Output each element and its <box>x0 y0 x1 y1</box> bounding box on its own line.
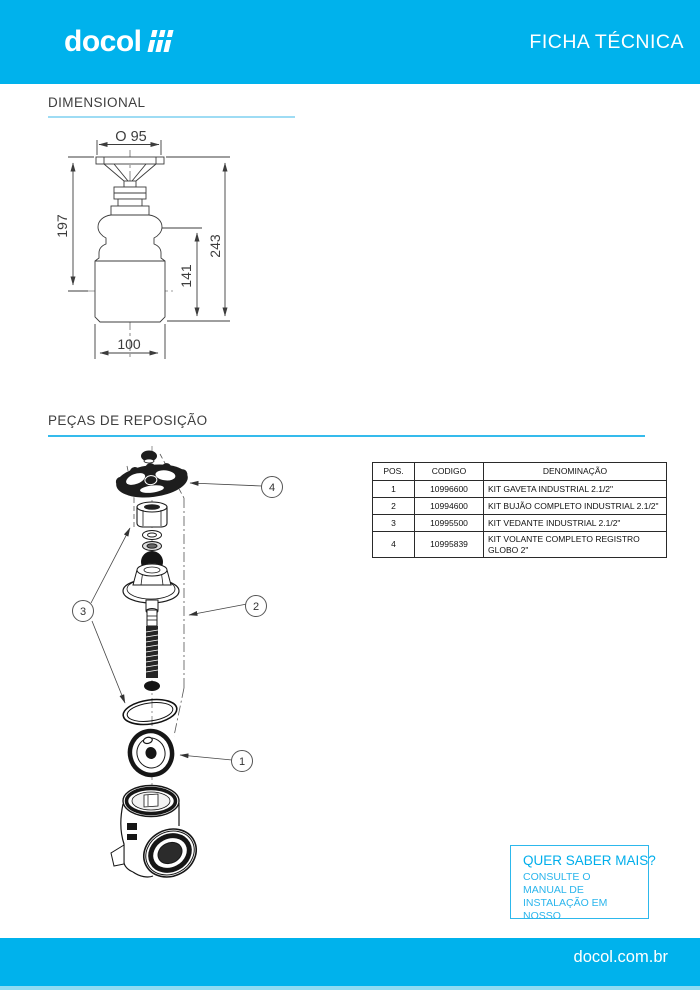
part-oring <box>122 696 179 727</box>
svg-text:2: 2 <box>252 601 260 613</box>
col-header-pos: POS. <box>373 463 415 481</box>
callout-3 <box>73 601 94 622</box>
cell-denominacao: KIT BUJÃO COMPLETO INDUSTRIAL 2.1/2" <box>484 498 667 515</box>
table-header-row <box>373 463 667 481</box>
callout-4 <box>262 477 283 498</box>
part-handwheel <box>114 459 190 502</box>
dimensional-drawing <box>40 120 240 365</box>
dim-label-197: 197 <box>54 214 70 238</box>
info-box-line: MANUAL DE <box>523 884 584 897</box>
cell-codigo: 10996600 <box>415 481 484 498</box>
svg-text:1: 1 <box>238 756 246 768</box>
footer-website-link[interactable]: docol.com.br <box>573 948 668 966</box>
svg-text:4: 4 <box>268 482 276 494</box>
part-gate-disc <box>125 727 176 780</box>
table-row <box>373 515 667 532</box>
cell-denominacao: KIT VOLANTE COMPLETO REGISTRO GLOBO 2" <box>484 532 667 558</box>
callout-1 <box>232 751 253 772</box>
cell-codigo: 10995500 <box>415 515 484 532</box>
section-rule <box>48 116 295 118</box>
svg-text:3: 3 <box>79 606 87 618</box>
logo-text: docol <box>64 25 142 58</box>
footer-accent-strip <box>0 986 700 990</box>
cell-pos: 4 <box>373 532 415 558</box>
cell-denominacao: KIT VEDANTE INDUSTRIAL 2.1/2" <box>484 515 667 532</box>
more-info-box <box>510 845 656 923</box>
info-box-line: INSTALAÇÃO EM <box>523 897 608 910</box>
section-title-spare-parts: PEÇAS DE REPOSIÇÃO <box>48 413 208 428</box>
col-header-denominacao: DENOMINAÇÃO <box>484 463 667 481</box>
table-row <box>373 498 667 515</box>
section-rule <box>48 435 645 437</box>
dim-label-100: 100 <box>117 336 141 352</box>
part-valve-body <box>111 786 205 886</box>
document-type-title: FICHA TÉCNICA <box>529 30 684 53</box>
part-packing-nut <box>137 502 167 527</box>
table-row <box>373 532 667 558</box>
part-bonnet <box>123 564 179 614</box>
logo-mark-icon <box>147 30 171 52</box>
dim-label-243: 243 <box>207 234 223 258</box>
part-cap-nut <box>141 451 157 464</box>
part-stem <box>144 610 160 691</box>
info-box-title: QUER SABER MAIS? <box>523 853 656 868</box>
cell-pos: 2 <box>373 498 415 515</box>
section-title-dimensional: DIMENSIONAL <box>48 95 146 110</box>
exploded-view-drawing <box>55 440 295 920</box>
header-bar <box>0 0 700 84</box>
info-box-line: NOSSO <box>523 910 561 923</box>
cell-codigo: 10994600 <box>415 498 484 515</box>
docol-logo <box>64 25 171 58</box>
footer-bar <box>0 938 700 990</box>
spare-parts-table <box>372 462 667 558</box>
info-box-line: CONSULTE O <box>523 871 591 883</box>
cell-codigo: 10995839 <box>415 532 484 558</box>
cell-denominacao: KIT GAVETA INDUSTRIAL 2.1/2" <box>484 481 667 498</box>
cell-pos: 3 <box>373 515 415 532</box>
cell-pos: 1 <box>373 481 415 498</box>
dim-label-141: 141 <box>178 264 194 288</box>
callout-2 <box>246 596 267 617</box>
col-header-codigo: CODIGO <box>415 463 484 481</box>
dim-label-diameter: O 95 <box>115 129 147 145</box>
table-row <box>373 481 667 498</box>
